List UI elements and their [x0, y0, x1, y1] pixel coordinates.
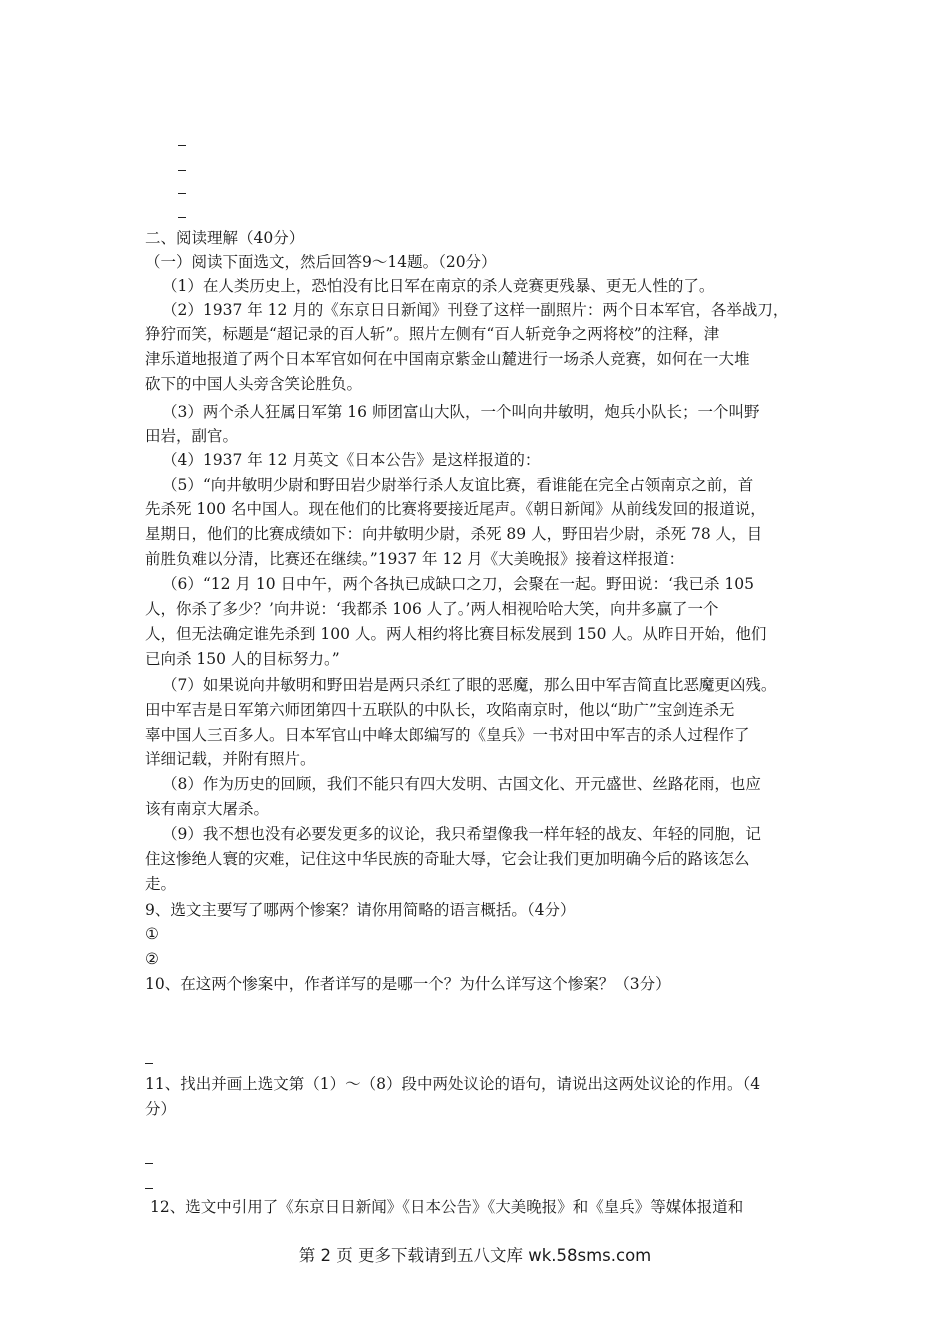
- question-9-answer-2: ②: [145, 950, 159, 968]
- passage-line: 人，但无法确定谁先杀到 100 人。两人相约将比赛目标发展到 150 人。从昨日开始，他们: [145, 625, 767, 643]
- passage-line: （9）我不想也没有必要发更多的议论，我只希望像我一样年轻的战友、年轻的同胞，记: [162, 825, 761, 843]
- passage-line: （2）1937 年 12 月的《东京日日新闻》刊登了这样一副照片：两个日本军官，各举战刀，: [162, 301, 789, 319]
- passage-line: 田岩，副官。: [145, 427, 239, 445]
- passage-line: （1）在人类历史上，恐怕没有比日军在南京的杀人竞赛更残暴、更无人性的了。: [162, 277, 715, 295]
- page-footer: 第 2 页 更多下载请到五八文库 wk.58sms.com: [298, 1246, 652, 1265]
- answer-line: [178, 217, 186, 218]
- passage-line: 津乐道地报道了两个日本军官如何在中国南京紫金山麓进行一场杀人竞赛，如何在一大堆: [145, 350, 750, 368]
- passage-line: （4）1937 年 12 月英文《日本公告》是这样报道的：: [162, 451, 541, 469]
- passage-line: （3）两个杀人狂属日军第 16 师团富山大队，一个叫向井敏明，炮兵小队长；一个叫野: [162, 403, 760, 421]
- question-10: 10、在这两个惨案中，作者详写的是哪一个？为什么详写这个惨案？（3分）: [145, 975, 671, 993]
- passage-line: 该有南京大屠杀。: [145, 800, 270, 818]
- passage-line: （7）如果说向井敏明和野田岩是两只杀红了眼的恶魔，那么田中军吉简直比恶魔更凶残。: [162, 676, 777, 694]
- passage-line: 住这惨绝人寰的灾难，记住这中华民族的奇耻大辱，它会让我们更加明确今后的路该怎么: [145, 850, 750, 868]
- passage-line: （6）“12 月 10 日中午，两个各执已成缺口之刀，会聚在一起。野田说：‘我已杀 105: [162, 575, 754, 593]
- answer-line: [178, 193, 186, 194]
- question-11-continued: 分）: [145, 1100, 177, 1118]
- answer-line: [178, 145, 186, 146]
- passage-line: 人，你杀了多少？’向井说：‘我都杀 106 人了。’两人相视哈哈大笑，向井多赢了一个: [145, 600, 719, 618]
- passage-line: 田中军吉是日军第六师团第四十五联队的中队长，攻陷南京时，他以“助广”宝剑连杀无: [145, 701, 735, 719]
- passage-line: 详细记载，并附有照片。: [145, 750, 316, 768]
- part-intro: （一）阅读下面选文，然后回答9～14题。（20分）: [145, 253, 497, 271]
- passage-line: （5）“向井敏明少尉和野田岩少尉举行杀人友谊比赛，看谁能在完全占领南京之前，首: [162, 476, 754, 494]
- question-9-answer-1: ①: [145, 925, 159, 943]
- passage-line: 砍下的中国人头旁含笑论胜负。: [145, 375, 363, 393]
- passage-line: 走。: [145, 875, 177, 893]
- passage-line: 先杀死 100 名中国人。现在他们的比赛将要接近尾声。《朝日新闻》从前线发回的报道说，: [145, 500, 766, 518]
- passage-line: 前胜负难以分清，比赛还在继续。”1937 年 12 月《大美晚报》接着这样报道：: [145, 550, 685, 568]
- passage-line: （8）作为历史的回顾，我们不能只有四大发明、古国文化、开元盛世、丝路花雨，也应: [162, 775, 761, 793]
- question-11: 11、找出并画上选文第（1）～（8）段中两处议论的语句，请说出这两处议论的作用。（4: [145, 1075, 761, 1093]
- answer-line: [178, 170, 186, 171]
- answer-blank: [145, 1163, 153, 1164]
- passage-line: 辜中国人三百多人。日本军官山中峰太郎编写的《皇兵》一书对田中军吉的杀人过程作了: [145, 726, 750, 744]
- passage-line: 已向杀 150 人的目标努力。”: [145, 650, 340, 668]
- question-12: 12、选文中引用了《东京日日新闻》《日本公告》《大美晚报》和《皇兵》等媒体报道和: [150, 1198, 744, 1216]
- answer-blank: [145, 1188, 153, 1189]
- passage-line: 星期日，他们的比赛成绩如下：向井敏明少尉，杀死 89 人，野田岩少尉，杀死 78 人，目: [145, 525, 763, 543]
- question-9: 9、选文主要写了哪两个惨案？请你用简略的语言概括。（4分）: [145, 901, 576, 919]
- section-title: 二、阅读理解（40分）: [145, 229, 305, 247]
- passage-line: 狰狞而笑，标题是“超记录的百人斩”。照片左侧有“百人斩竞争之两将校”的注释，津: [145, 325, 720, 343]
- answer-blank: [145, 1063, 153, 1064]
